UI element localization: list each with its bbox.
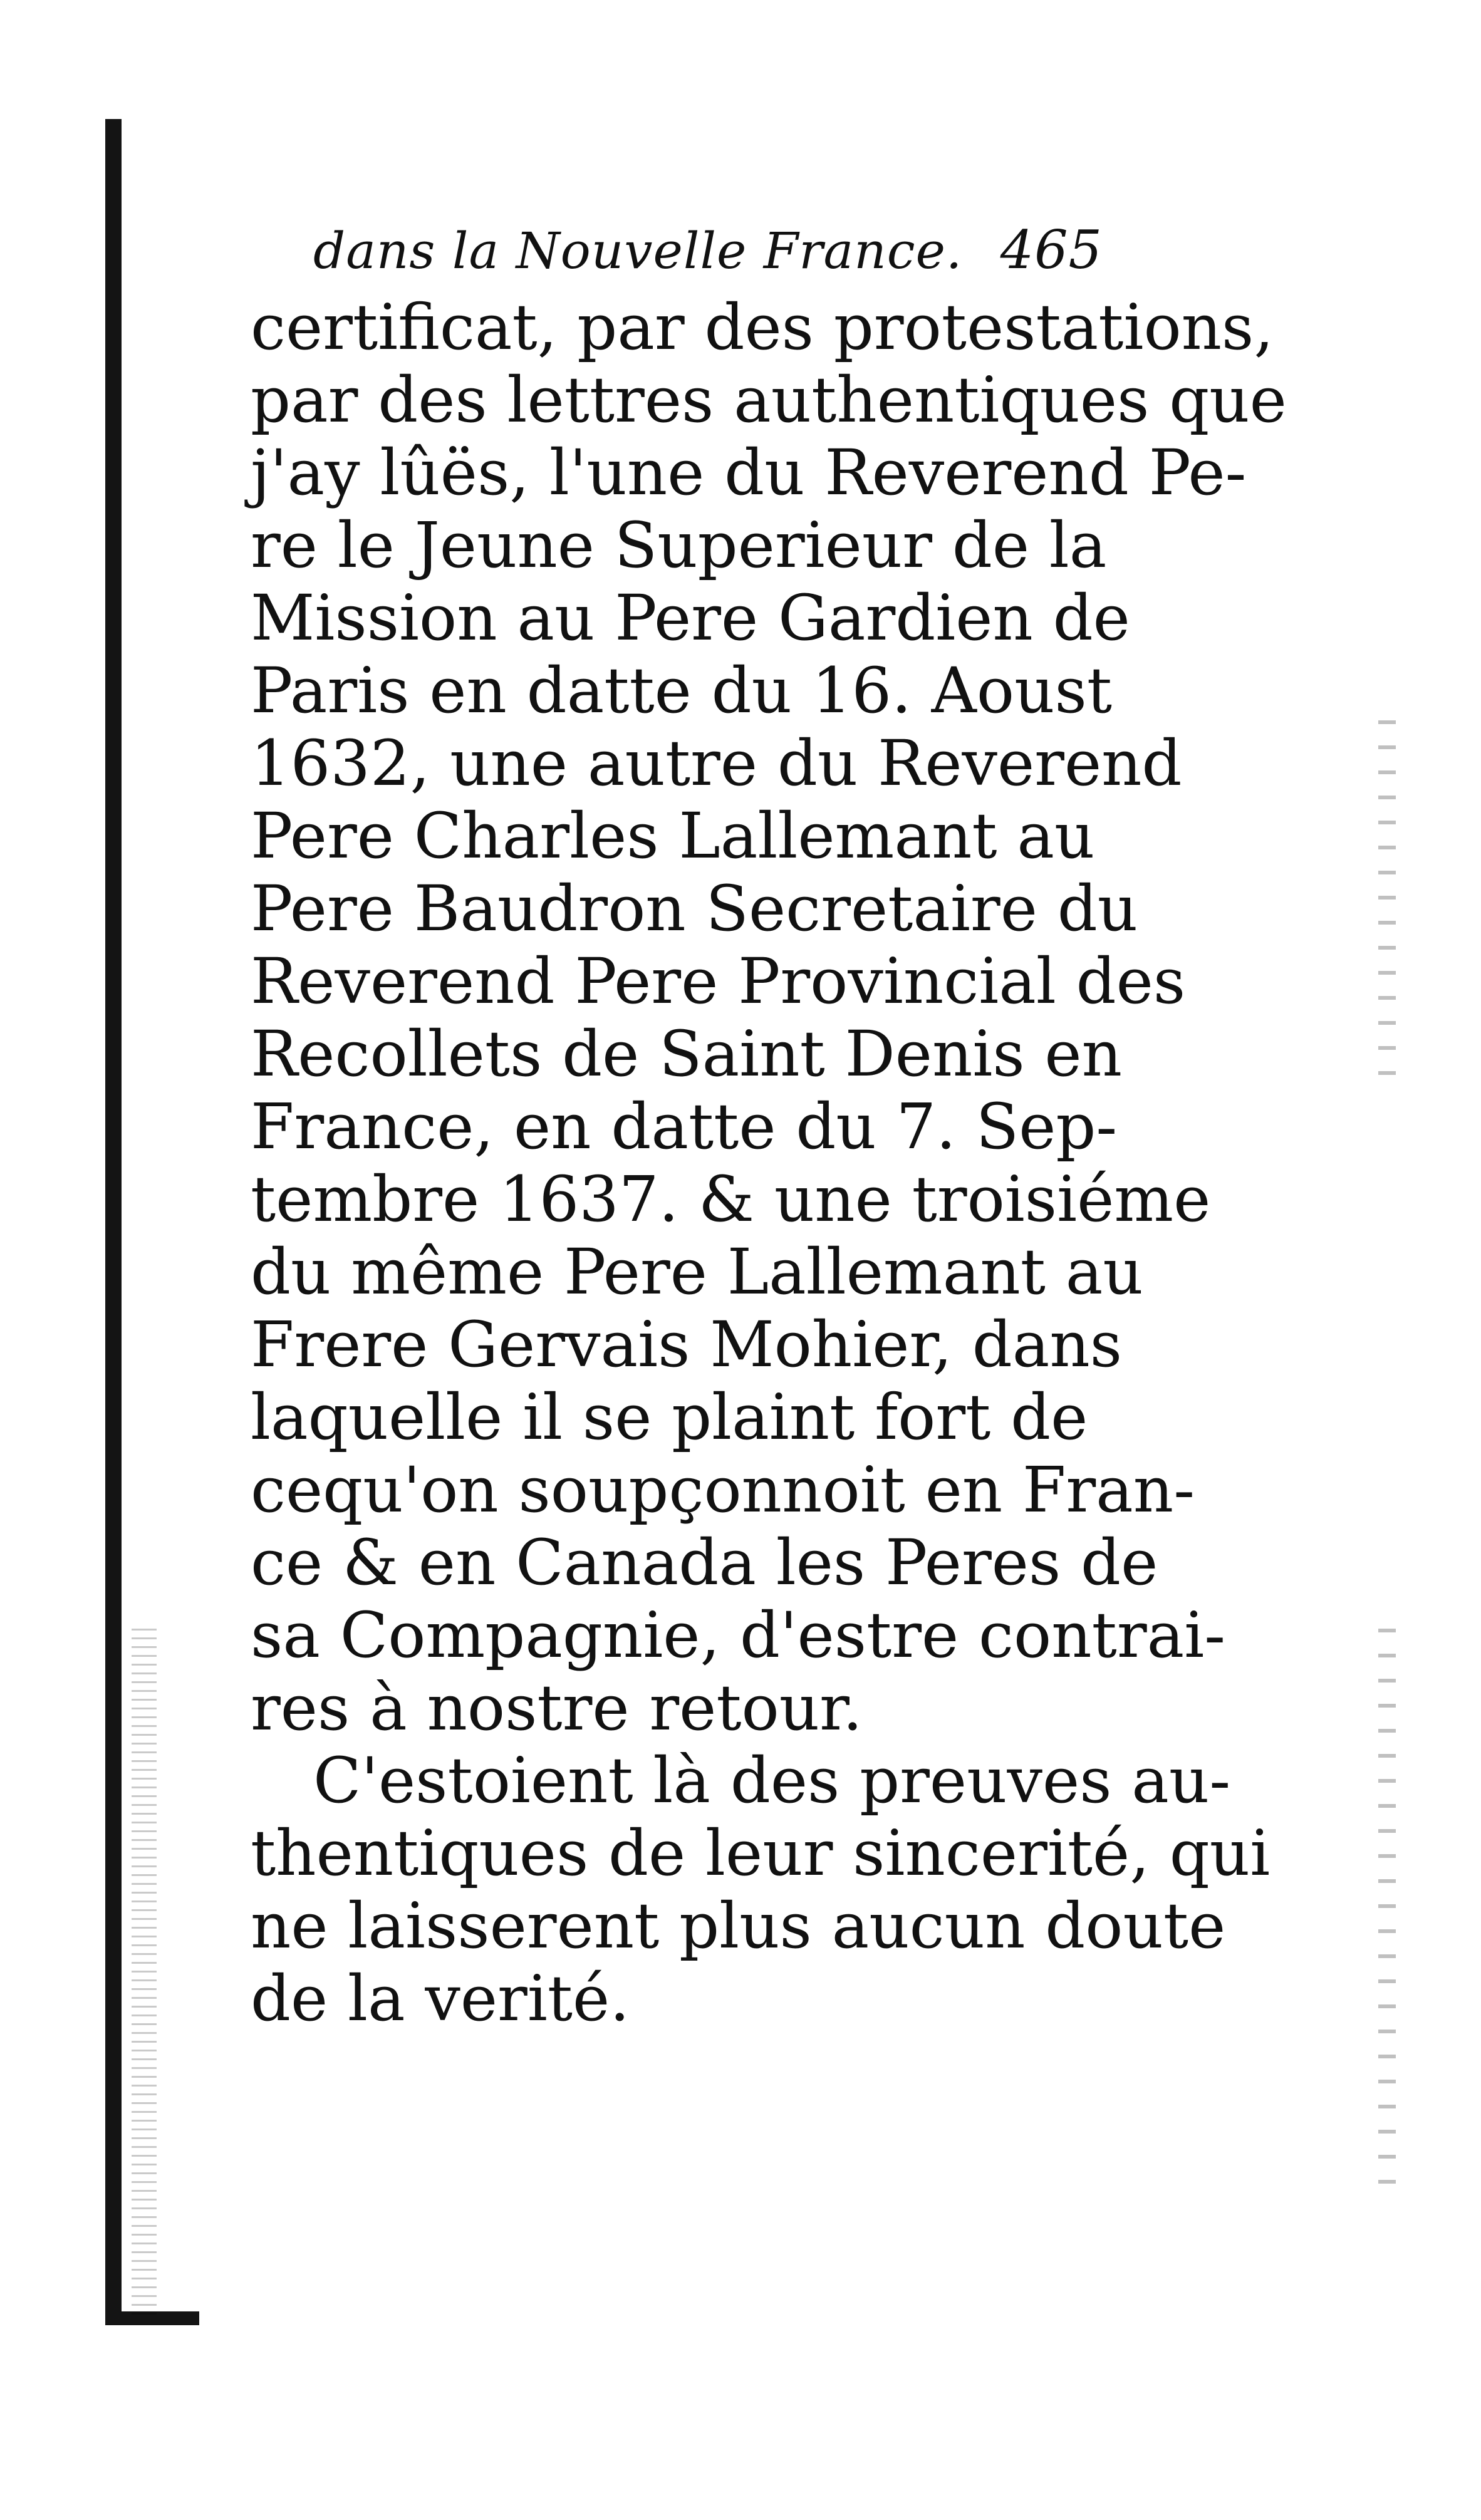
right-edge-scan-noise xyxy=(1378,720,1396,1096)
text-line: France, en datte du 7. Sep- xyxy=(251,1090,1118,1163)
text-line: laquelle il se plaint fort de xyxy=(251,1381,1088,1454)
text-line: Recollets de Saint Denis en xyxy=(251,1017,1123,1091)
text-line: C'estoient là des preuves au- xyxy=(313,1744,1231,1817)
text-line: par des lettres authentiques que xyxy=(251,363,1287,437)
text-line: Mission au Pere Gardien de xyxy=(251,581,1130,655)
text-line: ce & en Canada les Peres de xyxy=(251,1526,1158,1599)
text-line: de la verité. xyxy=(251,1962,630,2035)
text-line: ne laisserent plus aucun doute xyxy=(251,1889,1226,1963)
running-head-title: dans la Nouvelle France. xyxy=(313,222,963,280)
right-edge-scan-noise xyxy=(1378,1629,1396,2192)
binding-gutter-shadow xyxy=(105,119,122,2324)
paragraph-2 xyxy=(251,1744,1271,2035)
gutter-scan-noise xyxy=(132,1629,157,2318)
text-line: Pere Baudron Secretaire du xyxy=(251,872,1138,945)
text-line: Frere Gervais Mohier, dans xyxy=(251,1308,1123,1381)
text-line: re le Jeune Superieur de la xyxy=(251,509,1107,582)
text-line: thentiques de leur sincerité, qui xyxy=(251,1817,1271,1890)
text-line: certificat, par des protestations, xyxy=(251,291,1274,364)
text-line: Reverend Pere Provincial des xyxy=(251,945,1186,1018)
body-text xyxy=(251,291,1287,2035)
text-line: j'ay lûës, l'une du Reverend Pe- xyxy=(251,436,1247,509)
text-line: 1632, une autre du Reverend xyxy=(251,727,1182,800)
text-line: tembre 1637. & une troisiéme xyxy=(251,1163,1211,1236)
text-line: res à nostre retour. xyxy=(251,1671,863,1745)
paragraph-1 xyxy=(251,291,1287,1745)
text-line: cequ'on soupçonnoit en Fran- xyxy=(251,1453,1195,1527)
text-line: Paris en datte du 16. Aoust xyxy=(251,654,1112,727)
text-line: sa Compagnie, d'estre contrai- xyxy=(251,1599,1226,1672)
text-line: du même Pere Lallemant au xyxy=(251,1235,1143,1309)
page-number: 465 xyxy=(1000,219,1103,281)
text-line: Pere Charles Lallemant au xyxy=(251,799,1095,873)
running-head xyxy=(313,219,1103,288)
